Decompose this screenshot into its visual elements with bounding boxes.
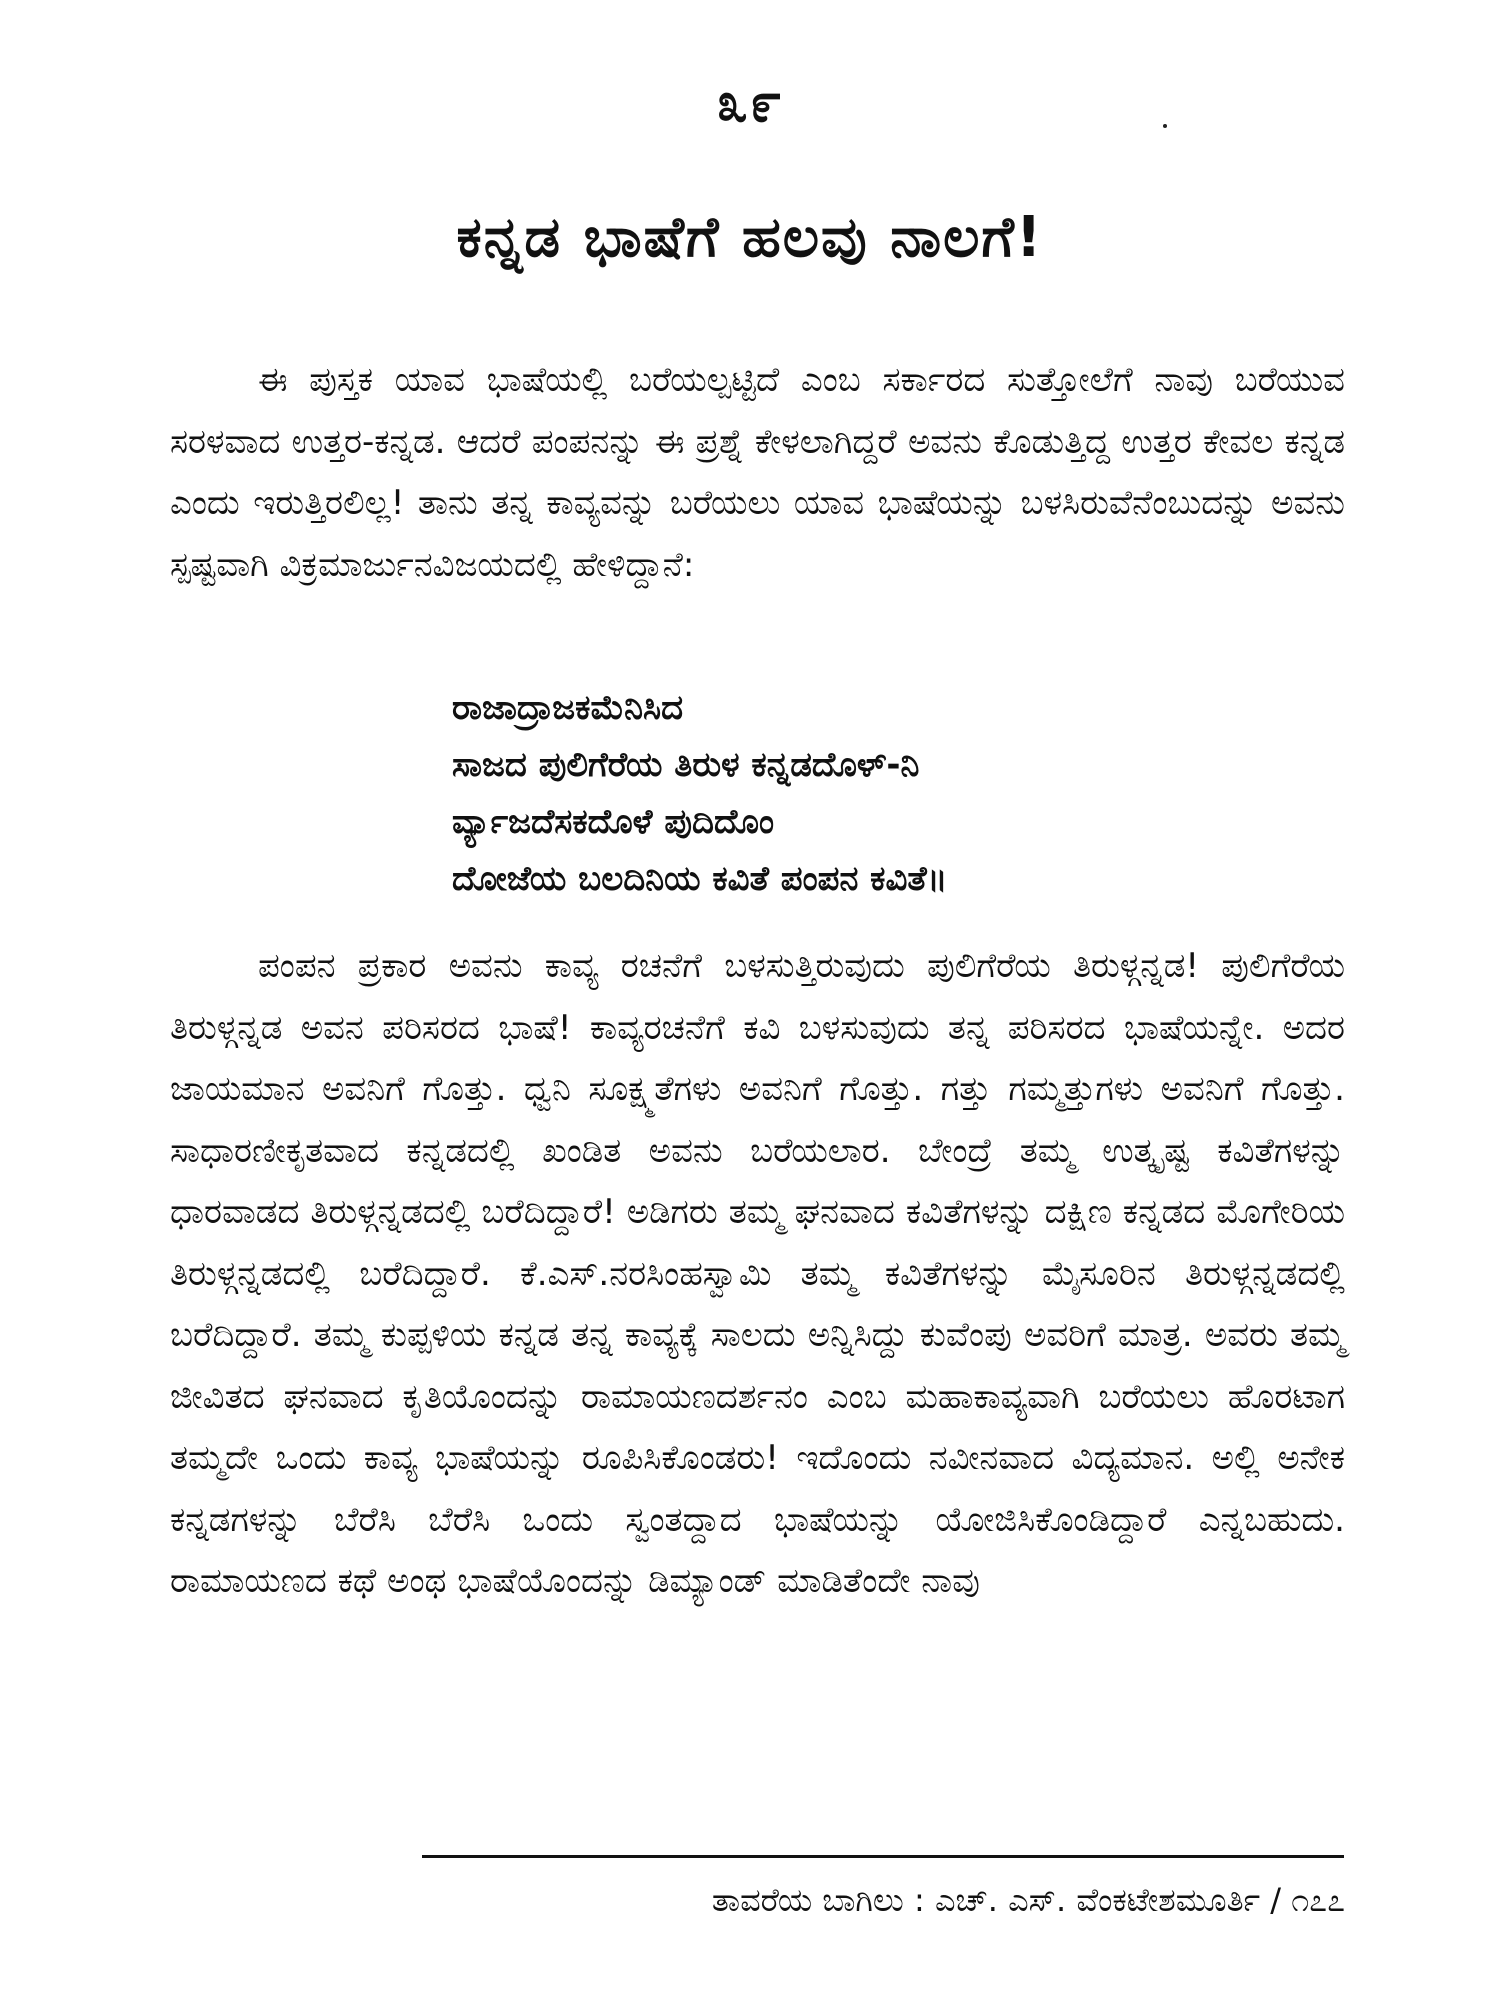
footer-citation: ತಾವರೆಯ ಬಾಗಿಲು : ಎಚ್. ಎಸ್. ವೆಂಕಟೇಶಮೂರ್ತಿ / ೧೭೭ bbox=[711, 1881, 1345, 1919]
verse-block bbox=[452, 680, 1212, 908]
paragraph-1: ಈ ಪುಸ್ತಕ ಯಾವ ಭಾಷೆಯಲ್ಲಿ ಬರೆಯಲ್ಪಟ್ಟಿದೆ ಎಂಬ ಸರ್ಕಾರದ ಸುತ್ತೋಲೆಗೆ ನಾವು ಬರೆಯುವ ಸರಳವಾದ ಉತ್ತರ-ಕನ್ನಡ. ಆದರೆ ಪಂಪನನ್ನು ಈ ಪ್ರಶ್ನೆ ಕೇಳಲಾಗಿದ್ದರೆ ಅವನು ಕೊಡುತ್ತಿದ್ದ ಉತ್ತರ ಕೇವಲ ಕನ್ನಡ ಎಂದು ಇರುತ್ತಿರಲಿಲ್ಲ! ತಾನು ತನ್ನ ಕಾವ್ಯವನ್ನು ಬರೆಯಲು ಯಾವ ಭಾಷೆಯನ್ನು ಬಳಸಿರುವೆನೆಂಬುದನ್ನು ಅವನು ಸ್ಪಷ್ಟವಾಗಿ ವಿಕ್ರಮಾರ್ಜುನವಿಜಯದಲ್ಲಿ ಹೇಳಿದ್ದಾನೆ: bbox=[170, 360, 1345, 585]
paragraph-2-block bbox=[170, 936, 1345, 1613]
verse-line-3: ರ್ವ್ಯಾಜದೆಸಕದೊಳೆ ಪುದಿದೊಂ bbox=[452, 802, 775, 842]
footer-divider bbox=[422, 1855, 1344, 1858]
verse-line-2: ಸಾಜದ ಪುಲಿಗೆರೆಯ ತಿರುಳ ಕನ್ನಡದೊಳ್-ನಿ bbox=[452, 745, 920, 785]
verse-line-4: ದೋಜೆಯ ಬಲದಿನಿಯ ಕವಿತೆ ಪಂಪನ ಕವಿತೆ॥ bbox=[452, 859, 948, 899]
stray-dot bbox=[1163, 124, 1167, 128]
paragraph-1-block bbox=[170, 350, 1345, 596]
paragraph-2: ಪಂಪನ ಪ್ರಕಾರ ಅವನು ಕಾವ್ಯ ರಚನೆಗೆ ಬಳಸುತ್ತಿರುವುದು ಪುಲಿಗೆರೆಯ ತಿರುಳ್ಗನ್ನಡ! ಪುಲಿಗೆರೆಯ ತಿರುಳ್ಗನ್ನಡ ಅವನ ಪರಿಸರದ ಭಾಷೆ! ಕಾವ್ಯರಚನೆಗೆ ಕವಿ ಬಳಸುವುದು ತನ್ನ ಪರಿಸರದ ಭಾಷೆಯನ್ನೇ. ಅದರ ಜಾಯಮಾನ ಅವನಿಗೆ ಗೊತ್ತು. ಧ್ವನಿ ಸೂಕ್ಷ್ಮತೆಗಳು ಅವನಿಗೆ ಗೊತ್ತು. ಗತ್ತು ಗಮ್ಮತ್ತುಗಳು ಅವನಿಗೆ ಗೊತ್ತು. ಸಾಧಾರಣೀಕೃತವಾದ ಕನ್ನಡದಲ್ಲಿ ಖಂಡಿತ ಅವನು ಬರೆಯಲಾರ. ಬೇಂದ್ರೆ ತಮ್ಮ ಉತ್ಕೃಷ್ಟ ಕವಿತೆಗಳನ್ನು ಧಾರವಾಡದ ತಿರುಳ್ಗನ್ನಡದಲ್ಲಿ ಬರೆದಿದ್ದಾರೆ! ಅಡಿಗರು ತಮ್ಮ ಘನವಾದ ಕವಿತೆಗಳನ್ನು ದಕ್ಷಿಣ ಕನ್ನಡದ ಮೊಗೇರಿಯ ತಿರುಳ್ಗನ್ನಡದಲ್ಲಿ ಬರೆದಿದ್ದಾರೆ. ಕೆ.ಎಸ್.ನರಸಿಂಹಸ್ವಾಮಿ ತಮ್ಮ ಕವಿತೆಗಳನ್ನು ಮೈಸೂರಿನ ತಿರುಳ್ಗನ್ನಡದಲ್ಲಿ ಬರೆದಿದ್ದಾರೆ. ತಮ್ಮ ಕುಪ್ಪಳಿಯ ಕನ್ನಡ ತನ್ನ ಕಾವ್ಯಕ್ಕೆ ಸಾಲದು ಅನ್ನಿಸಿದ್ದು ಕುವೆಂಪು ಅವರಿಗೆ ಮಾತ್ರ. ಅವರು ತಮ್ಮ ಜೀವಿತದ ಘನವಾದ ಕೃತಿಯೊಂದನ್ನು ರಾಮಾಯಣದರ್ಶನಂ ಎಂಬ ಮಹಾಕಾವ್ಯವಾಗಿ ಬರೆಯಲು ಹೊರಟಾಗ ತಮ್ಮದೇ ಒಂದು ಕಾವ್ಯ ಭಾಷೆಯನ್ನು ರೂಪಿಸಿಕೊಂಡರು! ಇದೊಂದು ನವೀನವಾದ ವಿದ್ಯಮಾನ. ಅಲ್ಲಿ ಅನೇಕ ಕನ್ನಡಗಳನ್ನು ಬೆರೆಸಿ ಬೆರೆಸಿ ಒಂದು ಸ್ವಂತದ್ದಾದ ಭಾಷೆಯನ್ನು ಯೋಜಿಸಿಕೊಂಡಿದ್ದಾರೆ ಎನ್ನಬಹುದು. ರಾಮಾಯಣದ ಕಥೆ ಅಂಥ ಭಾಷೆಯೊಂದನ್ನು ಡಿಮ್ಯಾಂಡ್ ಮಾಡಿತೆಂದೇ ನಾವು bbox=[170, 946, 1345, 1601]
page-number: ೩೯ bbox=[716, 70, 784, 135]
verse-line-1: ರಾಜಾದ್ರಾಜಕಮೆನಿಸಿದ bbox=[452, 688, 684, 728]
page-title: ಕನ್ನಡ ಭಾಷೆಗೆ ಹಲವು ನಾಲಗೆ! bbox=[456, 205, 1044, 270]
